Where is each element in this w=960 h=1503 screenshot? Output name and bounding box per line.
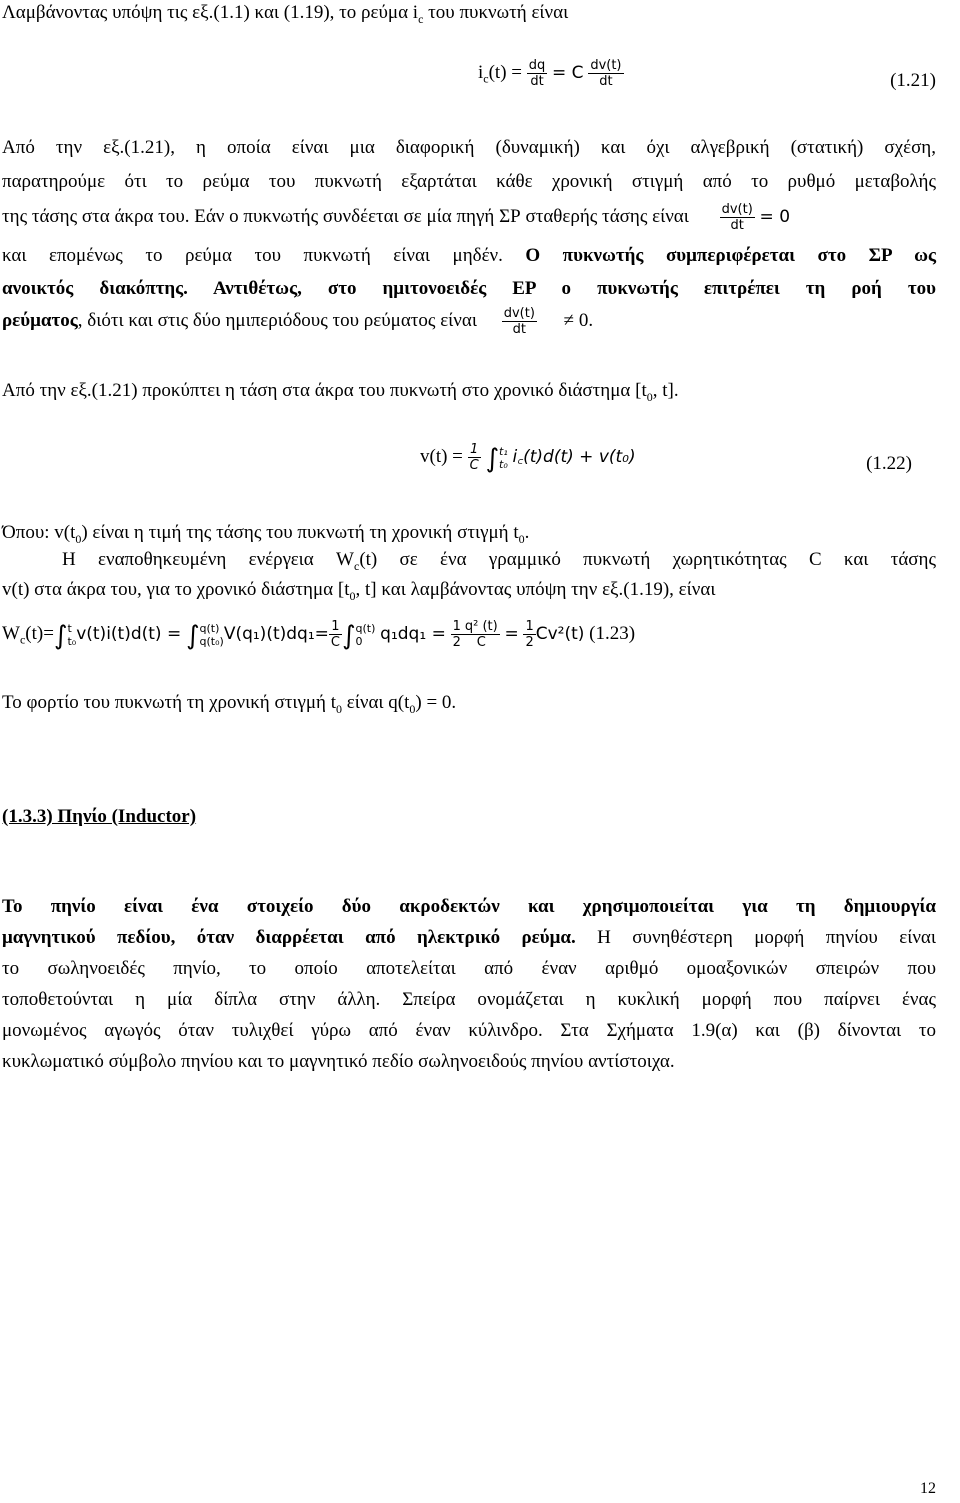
equation-1-23 [2, 619, 936, 650]
paragraph-charge [2, 692, 936, 714]
subscript: c [418, 11, 424, 26]
fraction [502, 306, 537, 337]
eq-text: Cv²(t) [535, 623, 585, 644]
fraction [588, 58, 623, 89]
paragraph-line [2, 278, 936, 300]
text: v(t) στα άκρα του, για το χρονικό διάστημα [t [2, 579, 350, 600]
numerator: 1 [468, 442, 481, 458]
paragraph-intro [2, 2, 936, 24]
eq-text: V(q₁)(t)dq₁= [223, 623, 329, 644]
denominator: 2 [452, 635, 461, 650]
paragraph-line: το σωληνοειδές πηνίο, το οποίο αποτελείται από έναν αριθμό ομοαξονικών σπειρών που [2, 958, 936, 979]
text: Η εναποθηκευμένη ενέργεια W [62, 549, 354, 570]
upper-limit: q(t) [199, 621, 220, 635]
eq-text: = [504, 623, 519, 644]
integral-limits [356, 622, 376, 648]
integral-icon: ∫ [53, 620, 68, 651]
subscript: 0 [409, 701, 416, 716]
paragraph-line: Το πηνίο είναι ένα στοιχείο δύο ακροδεκτών και χρησιμοποιείται για τη δημιουργία [2, 896, 936, 917]
fraction [527, 58, 548, 89]
eq-number: (1.23) [589, 622, 636, 644]
fraction [523, 619, 535, 650]
denominator: dt [730, 218, 744, 233]
integral-icon: ∫ [485, 443, 500, 474]
integral-icon: ∫ [185, 620, 200, 651]
paragraph-line [62, 549, 936, 571]
bold-text: Αντιθέτως, στο ημιτονοειδές ΕΡ ο πυκνωτής επιτρέπει τη ροή του [212, 278, 937, 299]
paragraph-line [2, 202, 936, 233]
eq-text: = C [552, 62, 584, 83]
eq-text: i꜀(t)d(t) + v(t₀) [512, 446, 636, 467]
paragraph-line: μονωμένος αγωγός όταν τυλιχθεί γύρω από έναν κύλινδρο. Στα Σχήματα 1.9(α) και (β) δίνονται το [2, 1020, 936, 1041]
eq-number: (1.22) [866, 453, 912, 474]
subscript: c [483, 71, 489, 86]
paragraph-line [2, 579, 936, 601]
upper-limit: t [67, 621, 72, 635]
fraction [451, 619, 463, 650]
eq-text: i [478, 61, 484, 83]
eq-text: (t) = [488, 61, 523, 83]
subscript: 0 [75, 531, 82, 546]
paragraph-where [2, 522, 936, 544]
denominator: C [476, 635, 486, 650]
eq-text: v(t)i(t)d(t) = [76, 623, 182, 644]
eq-text: (t)= [25, 622, 54, 644]
text: Από την εξ.(1.21) προκύπτει η τάση στα άκρα του πυκνωτή στο χρονικό διάστημα [t [2, 380, 647, 401]
fraction [468, 442, 481, 473]
eq-text: W [2, 622, 20, 644]
paragraph-line [2, 927, 936, 949]
numerator: dv(t) [721, 202, 753, 217]
integral-limits [200, 622, 224, 648]
text: , t] και λαμβάνοντας υπόψη την εξ.(1.19), είναι [355, 579, 716, 600]
bold-text: ρεύματος [2, 309, 78, 331]
equation-1-22 [420, 442, 936, 473]
denominator: C [330, 635, 340, 650]
text: , διότι και στις δύο ημιπεριόδους του ρεύματος είναι [77, 309, 477, 331]
eq-text: v(t) = [420, 445, 463, 467]
subscript: 0 [349, 588, 356, 603]
numerator: q² (t) [464, 619, 498, 634]
equation-1-21 [478, 58, 936, 89]
subscript: 0 [518, 531, 525, 546]
page-number: 12 [920, 1480, 936, 1497]
paragraph-line: κυκλωματικό σύμβολο πηνίου και το μαγνητικό πεδίο σωληνοειδούς πηνίου αντίστοιχα. [2, 1051, 675, 1072]
upper-limit: t₁ [499, 444, 508, 458]
subscript: c [19, 632, 26, 647]
numerator: 1 [525, 619, 534, 634]
text: του πυκνωτή είναι [423, 2, 569, 23]
denominator: dt [599, 74, 613, 89]
upper-limit: q(t) [355, 621, 376, 635]
integral-limits [67, 622, 76, 648]
paragraph-voltage [2, 380, 936, 402]
paragraph-line: τοποθετούνται η μία δίπλα στην άλλη. Σπείρα ονομάζεται η κυκλική μορφή που παίρνει ένας [2, 989, 936, 1010]
integral-limits [499, 445, 508, 471]
paragraph-line [2, 306, 936, 337]
paragraph-line: Από την εξ.(1.21), η οποία είναι μια διαφορική (δυναμική) και όχι αλγεβρική (στατική) σχέση, [2, 137, 936, 158]
numerator: dv(t) [590, 58, 622, 73]
text: . [524, 522, 530, 543]
text: ) = 0. [415, 692, 457, 713]
text: (t) σε ένα γραμμικό πυκνωτή χωρητικότητας C και τάσης [359, 549, 936, 570]
eq-text: ≠ 0. [563, 309, 594, 331]
eq-text: q₁dq₁ = [380, 623, 446, 644]
text: της τάσης στα άκρα του. Εάν ο πυκνωτής συνδέεται σε μία πηγή ΣΡ σταθερής τάσης είναι [2, 205, 689, 227]
section-heading: (1.3.3) Πηνίο (Inductor) [2, 806, 197, 827]
bold-text: Ο πυκνωτής συμπεριφέρεται στο ΣΡ ως [525, 245, 936, 266]
lower-limit: q(t₀) [199, 634, 224, 648]
bold-text: μαγνητικού πεδίου, όταν διαρρέεται από ηλεκτρικό ρεύμα. [2, 927, 576, 948]
lower-limit: t₀ [67, 634, 77, 648]
text: ) είναι η τιμή της τάσης του πυκνωτή τη χρονική στιγμή t [81, 522, 519, 543]
subscript: 0 [336, 701, 343, 716]
lower-limit: t₀ [499, 457, 508, 471]
denominator: dt [530, 74, 544, 89]
fraction [720, 202, 755, 233]
eq-text: = 0 [759, 206, 791, 227]
denominator: C [469, 458, 479, 473]
text: και επομένως το ρεύμα του πυκνωτή είναι μηδέν. [2, 245, 503, 266]
numerator: dq [528, 58, 546, 73]
text: Όπου: v(t [2, 522, 76, 543]
numerator: dv(t) [503, 306, 535, 321]
eq-number: (1.21) [890, 70, 936, 91]
denominator: 2 [525, 635, 534, 650]
lower-limit: 0 [355, 634, 363, 648]
denominator: dt [512, 322, 526, 337]
numerator: 1 [329, 619, 342, 635]
equation-number [890, 70, 936, 92]
subscript: c [353, 558, 360, 573]
subscript: 0 [646, 389, 653, 404]
text: , t]. [652, 380, 679, 401]
text: Λαμβάνοντας υπόψη τις εξ.(1.1) και (1.19), το ρεύμα i [2, 2, 419, 23]
numerator: 1 [452, 619, 461, 634]
integral-icon: ∫ [341, 620, 356, 651]
text: Η συνηθέστερη μορφή πηνίου είναι [575, 927, 936, 948]
fraction [463, 619, 500, 650]
paragraph-line [2, 245, 936, 267]
fraction [329, 619, 342, 650]
bold-text: ανοικτός διακόπτης. [2, 278, 188, 299]
text: Το φορτίο του πυκνωτή τη χρονική στιγμή t [2, 692, 337, 713]
text: είναι q(t [342, 692, 410, 713]
paragraph-line: παρατηρούμε ότι το ρεύμα του πυκνωτή εξαρτάται κάθε χρονική στιγμή από το ρυθμό μεταβολής [2, 171, 936, 192]
